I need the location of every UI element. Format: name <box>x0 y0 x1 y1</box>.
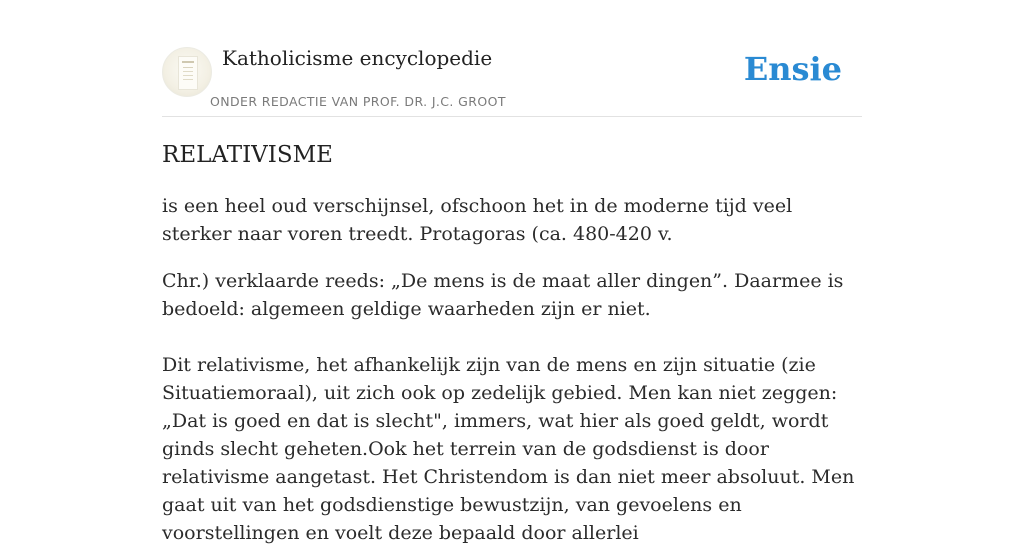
ensie-logo-link[interactable]: Ensie <box>743 50 842 88</box>
site-header <box>162 44 862 117</box>
site-title[interactable]: Katholicisme encyclopedie <box>222 46 493 70</box>
article-paragraph: Chr.) verklaarde reeds: „De mens is de maat aller dingen”. Daarmee is bedoeld: algemeen geldige waarheden zijn er niet. <box>162 270 844 320</box>
site-subtitle: ONDER REDACTIE VAN PROF. DR. J.C. GROOT <box>210 94 506 109</box>
book-cover-icon[interactable] <box>162 47 212 97</box>
book-icon <box>178 56 198 90</box>
article-paragraph: Dit relativisme, het afhankelijk zijn van de mens en zijn situatie (zie Situatiemoraal), uit zich ook op zedelijk gebied. Men kan niet zeggen: „Dat is goed en dat is slecht", immers, wat hier als goed geldt, wordt ginds slecht geheten.Ook het terrein van de godsdienst is door relativisme aangetast. Het Christendom is dan niet meer absoluut. Men gaat uit van het godsdienstige bewustzijn, van gevoelens en voorstellingen en voelt deze bepaald door allerlei <box>162 354 855 544</box>
article-title: RELATIVISME <box>162 142 333 168</box>
article-paragraph: is een heel oud verschijnsel, ofschoon het in de moderne tijd veel sterker naar voren treedt. Protagoras (ca. 480-420 v. <box>162 195 793 245</box>
article <box>162 138 862 547</box>
